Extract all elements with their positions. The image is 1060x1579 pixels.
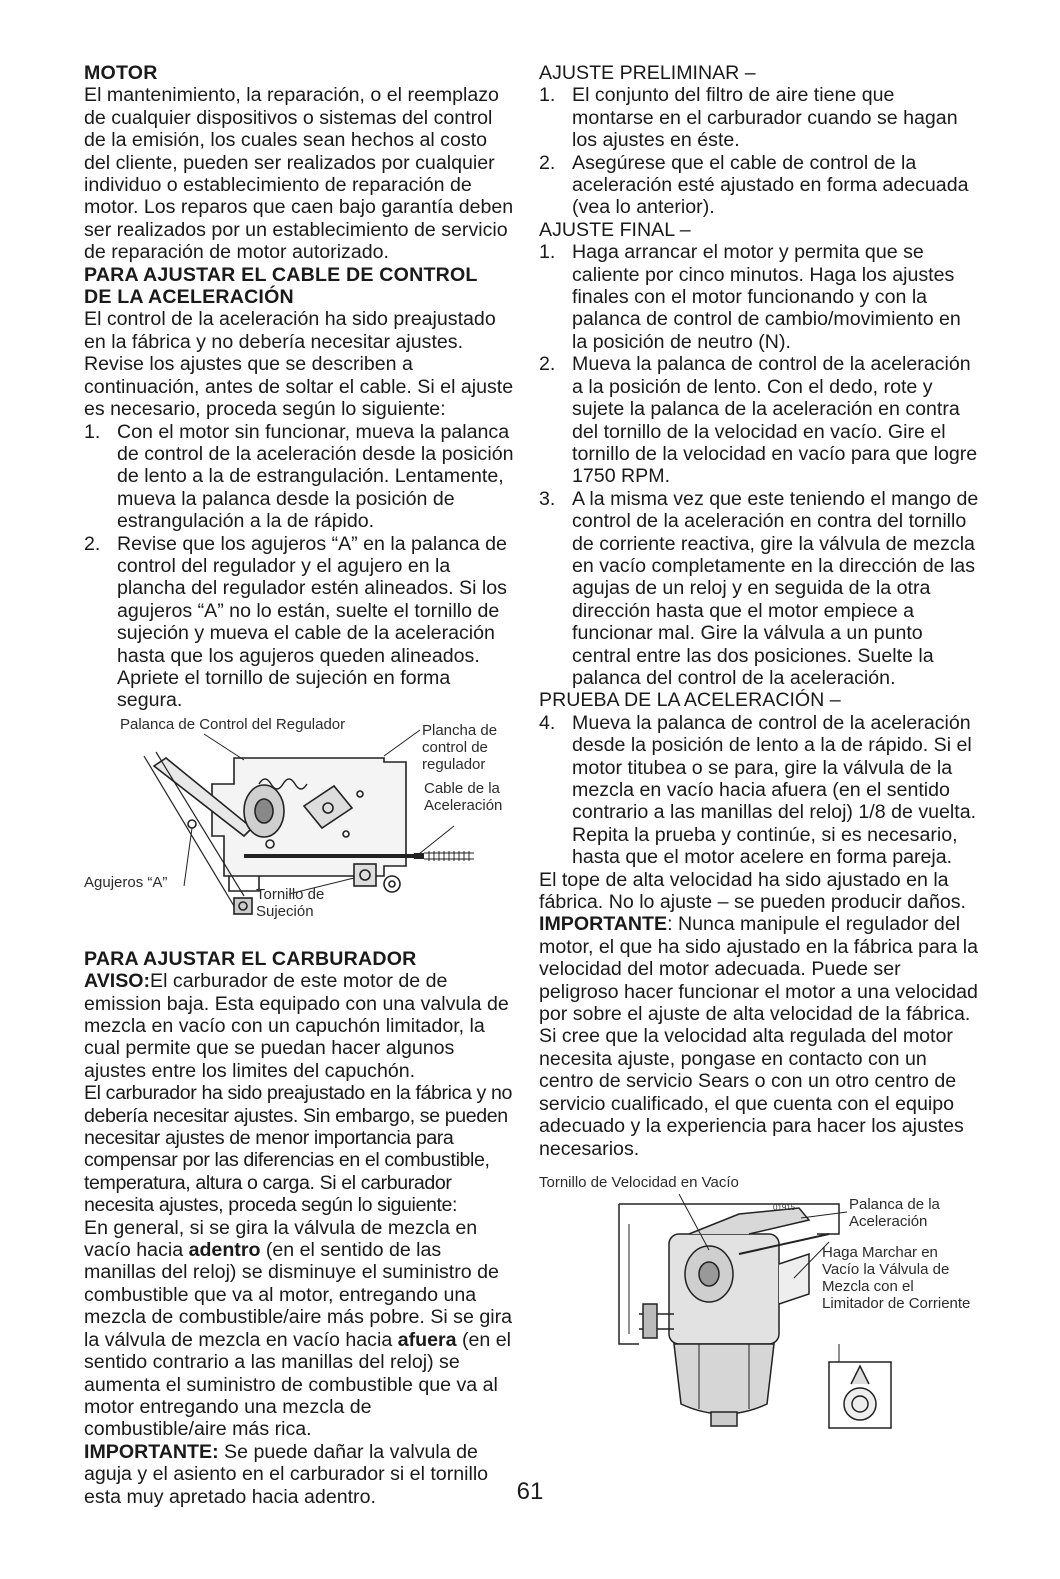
aviso-label: AVISO:	[84, 970, 151, 993]
carburetor-figure	[539, 1174, 979, 1444]
cable-heading-line1: PARA AJUSTAR EL CABLE DE CONTROL	[84, 263, 478, 286]
label-agujeros: Agujeros “A”	[84, 873, 168, 891]
list-item: 2. Asegúrese que el cable de control de la aceleración esté ajustado en forma adecuada (vea lo anterior).	[539, 151, 969, 219]
carburetor-illustration	[539, 1194, 979, 1444]
carb-paragraph-2: El carburador ha sido preajustado en la fábrica y no debería necesitar ajustes. Sin embargo, se pueden necesitar ajustes de menor importancia para compensar por las diferencias en el combustible, temperatura, altura o carga. Si el carburador necesita ajustes, proceda según lo siguiente:	[84, 1082, 512, 1217]
tope-paragraph: El tope de alta velocidad ha sido ajustado en la fábrica. No lo ajuste – se pueden producir daños.	[539, 868, 966, 914]
list-item: 2. Mueva la palanca de control de la aceleración a la posición de lento. Con el dedo, rote y sujete la palanca de la aceleración en contra del tornillo de la velocidad en vacío. Gire el tornillo de la velocidad en vacío para que logre 1750 RPM.	[539, 353, 978, 488]
prueba-heading: PRUEBA DE LA ACELERACIÓN –	[539, 689, 841, 712]
label-valvula-mezcla: Haga Marchar en Vacío la Válvula de Mezcla con el Limitador de Corriente	[822, 1243, 971, 1312]
motor-heading: MOTOR	[84, 62, 158, 84]
cable-paragraph: El control de la aceleración ha sido preajustado en la fábrica y no debería necesitar ajustes. Revise los ajustes que se describen a continuación, antes de soltar el cable. Si el ajuste es necesario, proceda según lo siguiente:	[84, 308, 514, 421]
motor-paragraph: El mantenimiento, la reparación, o el reemplazo de cualquier dispositivos o sistemas del control de la emisión, los cuales sean hechos al costo del cliente, pueden ser realizados por cualquier individuo o establecimiento de reparación de motor. Los reparos que caen bajo garantía deben ser realizados por un establecimiento de servicio de reparación de motor autorizado.	[84, 84, 514, 264]
cable-heading-line2: DE LA ACELERACIÓN	[84, 286, 294, 309]
list-item: 1. El conjunto del filtro de aire tiene que montarse en el carburador cuando se hagan los ajustes en éste.	[539, 84, 958, 152]
label-tornillo-sujecion: Tornillo de Sujeción	[256, 885, 325, 920]
prueba-steps	[539, 712, 979, 869]
figure-code: 01915	[773, 1202, 796, 1212]
list-item: 3. A la misma vez que este teniendo el mango de control de la aceleración en contra del tornillo de corriente reactiva, gire la válvula de mezcla en vacío completamente en la dirección de las agujas de un reloj y en seguida de la otra dirección hasta que el motor empiece a funcionar mal. Gire la válvula a un punto central entre las dos posiciones. Suelte la palanca del control de la aceleración.	[539, 487, 979, 689]
list-item: 1. Con el motor sin funcionar, mueva la palanca de control de la aceleración desde la posición de lento a la de estrangulación. Lentamente, mueva la palanca desde la posición de estrangulación a la de rápido.	[84, 420, 514, 533]
prelim-heading: AJUSTE PRELIMINAR –	[539, 62, 756, 84]
label-tornillo-velocidad: Tornillo de Velocidad en Vacío	[539, 1173, 739, 1191]
final-steps	[539, 241, 979, 689]
label-cable-aceleracion: Cable de la Aceleración	[424, 779, 503, 814]
page-number: 61	[516, 1478, 544, 1505]
carb-paragraph-3: En general, si se gira la válvula de mezcla en vacío hacia adentro (en el sentido de las manillas del reloj) se disminuye el suministro de combustible que va al motor, entregando una mezcla de combustible/aire más pobre. Si se gira la válvula de mezcla en vacío hacia afuera (en el sentido contrario a las manillas del reloj) se aumenta el suministro de combustible que va al motor entregando una mezcla de combustible/aire más rica.	[84, 1216, 512, 1441]
label-palanca-aceleracion: Palanca de la Aceleración	[849, 1195, 940, 1230]
right-importante-paragraph: IMPORTANTE: Nunca manipule el regulador del motor, el que ha sido ajustado en la fábrica para la velocidad del motor adecuada. Puede ser peligroso hacer funcionar el motor a una velocidad por sobre el ajuste de alta velocidad de la fábrica. Si cree que la velocidad alta regulada del motor necesita ajuste, pongase en contacto con un centro de servicio Sears o con un otro centro de servicio cualificado, el que cuenta con el equipo adecuado y la experiencia para hacer los ajustes necesarios.	[539, 913, 978, 1160]
list-item: 4. Mueva la palanca de control de la aceleración desde la posición de lento a la de rápido. Si el motor titubea o se para, gire la válvula de la mezcla en vacío hacia afuera (en el sentido contrario a las manillas del reloj) 1/8 de vuelta. Repita la prueba y continúe, si es necesario, hasta que el motor acelere en forma pareja.	[539, 711, 977, 869]
left-importante-paragraph: IMPORTANTE: Se puede dañar la valvula de aguja y el asiento en el carburador si el tornillo esta muy apretado hacia adentro.	[84, 1440, 489, 1508]
list-item: 1. Haga arrancar el motor y permita que se caliente por cinco minutos. Haga los ajustes finales con el motor funcionando y con la palanca de control de cambio/movimiento en la posición de neutro (N).	[539, 241, 961, 353]
governor-figure	[84, 716, 514, 942]
carb-heading: PARA AJUSTAR EL CARBURADOR	[84, 947, 417, 970]
right-column	[539, 62, 979, 1444]
left-column	[84, 62, 514, 1508]
label-palanca-regulador: Palanca de Control del Regulador	[120, 715, 346, 733]
list-item: 2. Revise que los agujeros “A” en la palanca de control del regulador y el agujero en la plancha del regulador estén alineados. Si los agujeros “A” no lo están, suelte el tornillo de sujeción y mueva el cable de la aceleración hasta que los agujeros queden alineados. Apriete el tornillo de sujeción en forma segura.	[84, 532, 507, 712]
final-heading: AJUSTE FINAL –	[539, 218, 691, 241]
label-plancha-regulador: Plancha de control de regulador	[422, 721, 498, 773]
aviso-paragraph: AVISO:El carburador de este motor de de emission baja. Esta equipado con una valvula de mezcla en vacío con un capuchón limitador, la cual permite que se puedan hacer algunos ajustes entre los limites del capuchón.	[84, 970, 509, 1082]
prelim-steps	[539, 84, 979, 218]
cable-steps	[84, 421, 514, 712]
